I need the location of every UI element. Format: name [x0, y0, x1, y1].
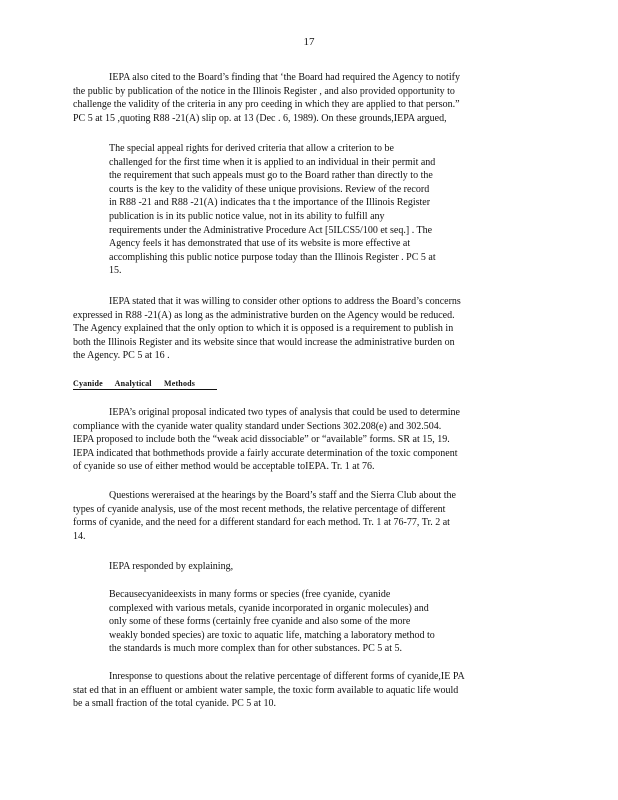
- text-line: compliance with the cyanide water quality standard under Sections 302.208(e) and 302.504.: [73, 420, 442, 432]
- heading-word: Cyanide: [73, 379, 103, 388]
- text-line: both the Illinois Register and its website since that would increase the administrative burden on: [73, 336, 455, 348]
- text-line: IEPA’s original proposal indicated two types of analysis that could be used to determine: [109, 407, 460, 418]
- paragraph-hearing-questions: [73, 489, 530, 543]
- text-line: the Agency. PC 5 at 16 .: [73, 350, 170, 362]
- text-line: requirements under the Administrative Procedure Act [5ILCS5/100 et seq.] . The: [109, 224, 433, 236]
- text-line: types of cyanide analysis, use of the most recent methods, the relative percentage of different: [73, 503, 446, 515]
- text-line: The special appeal rights for derived criteria that allow a criterion to be: [109, 143, 394, 154]
- text-line: in R88 -21 and R88 -21(A) indicates tha t the importance of the Illinois Register: [109, 197, 431, 209]
- paragraph-relative-percentage: [73, 670, 530, 711]
- paragraph-board-finding: [73, 71, 530, 125]
- text-line: complexed with various metals, cyanide incorporated in organic molecules) and: [109, 602, 429, 614]
- text-line: IEPA also cited to the Board’s finding that ‘the Board had required the Agency to notify: [109, 72, 460, 83]
- text-line: Agency feels it has demonstrated that use of its website is more effective at: [109, 238, 411, 250]
- text-line: publication is in its public notice value, not in its ability to fulfill any: [109, 210, 385, 222]
- page-number: 17: [303, 36, 315, 48]
- block-quote-appeal-rights: [109, 142, 501, 278]
- heading-word: Methods: [163, 379, 196, 388]
- text-line: the public by publication of the notice in the Illinois Register , and also provided opportunity to: [73, 85, 455, 97]
- text-line: the standards is much more complex than for other substances. PC 5 at 5.: [109, 643, 402, 655]
- text-line: Questions wereraised at the hearings by the Board’s staff and the Sierra Club about the: [109, 490, 456, 501]
- text-line: of cyanide so use of either method would be acceptable toIEPA. Tr. 1 at 76.: [73, 461, 375, 473]
- text-line: only some of these forms (certainly free cyanide and also some of the more: [109, 616, 411, 628]
- paragraph-iepa-responded: [73, 560, 530, 574]
- text-line: stat ed that in an effluent or ambient water sample, the toxic form available to aquatic life would: [73, 684, 459, 696]
- text-line: IEPA responded by explaining,: [109, 561, 234, 572]
- text-line: be a small fraction of the total cyanide. PC 5 at 10.: [73, 698, 276, 710]
- text-line: IEPA proposed to include both the “weak acid dissociable” or “available” forms. SR at 15, 19.: [73, 434, 450, 446]
- text-line: accomplishing this public notice purpose today than the Illinois Register . PC 5 at: [109, 251, 436, 263]
- text-line: the requirement that such appeals must go to the Board rather than directly to the: [109, 170, 433, 182]
- text-line: IEPA indicated that bothmethods provide a fairly accurate determination of the toxic component: [73, 447, 458, 459]
- text-line: Becausecyanideexists in many forms or species (free cyanide, cyanide: [109, 589, 391, 600]
- text-line: challenge the validity of the criteria in any pro ceeding in which they are applied to that person.”: [73, 99, 460, 111]
- text-line: weakly bonded species) are toxic to aquatic life, matching a laboratory method to: [109, 629, 435, 641]
- text-line: The Agency explained that the only option to which it is opposed is a requirement to publish in: [73, 323, 454, 335]
- text-line: 14.: [73, 530, 86, 542]
- section-heading: [73, 379, 217, 390]
- text-line: IEPA stated that it was willing to consider other options to address the Board’s concerns: [109, 296, 461, 307]
- text-line: courts is the key to the validity of these unique provisions. Review of the record: [109, 183, 430, 195]
- text-line: PC 5 at 15 ,quoting R88 -21(A) slip op. at 13 (Dec . 6, 1989). On these grounds,IEPA argued,: [73, 112, 447, 124]
- paragraph-other-options: [73, 295, 530, 363]
- text-line: forms of cyanide, and the need for a different standard for each method. Tr. 1 at 76-77, Tr. 2 at: [73, 517, 450, 529]
- heading-word: Analytical: [114, 379, 152, 388]
- block-quote-cyanide-forms: [109, 588, 501, 656]
- text-line: expressed in R88 -21(A) as long as the administrative burden on the Agency would be reduced.: [73, 309, 455, 321]
- text-line: 15.: [109, 265, 122, 277]
- text-line: Inresponse to questions about the relative percentage of different forms of cyanide,IE PA: [109, 671, 465, 682]
- text-line: challenged for the first time when it is applied to an individual in their permit and: [109, 156, 436, 168]
- paragraph-original-proposal: [73, 406, 530, 474]
